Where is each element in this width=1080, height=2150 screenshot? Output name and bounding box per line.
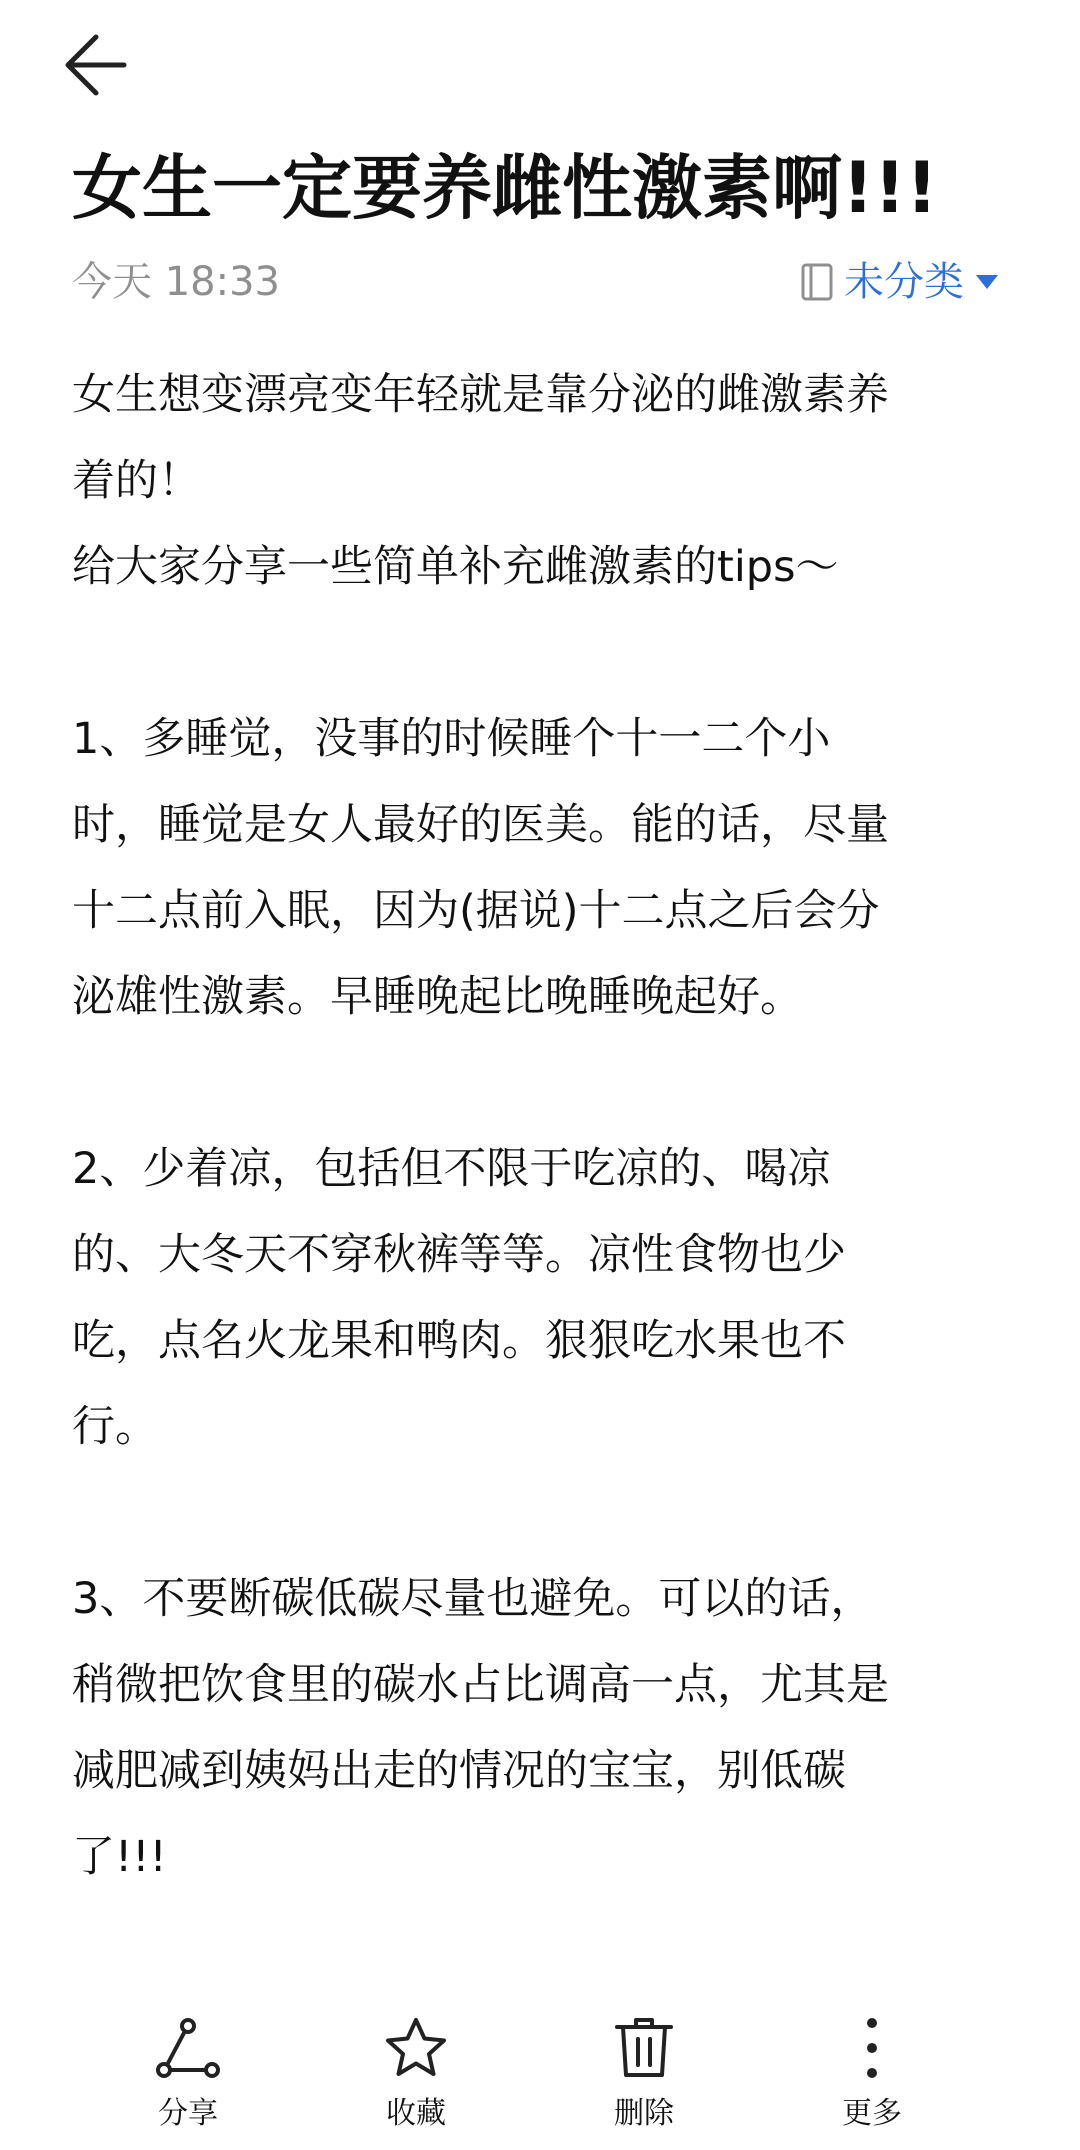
body-line: 了!!!: [72, 1832, 167, 1882]
body-line: 减肥减到姨妈出走的情况的宝宝，别低碳: [72, 1746, 846, 1796]
trash-icon: [613, 2015, 675, 2081]
notebook-icon: [800, 262, 834, 302]
more-label: 更多: [842, 2096, 902, 2131]
body-line: 给大家分享一些简单补充雌激素的tips～: [72, 542, 839, 592]
more-vertical-icon: [862, 2015, 882, 2081]
body-line: 泌雄性激素。早睡晚起比晚睡晚起好。: [72, 972, 803, 1022]
blank-line: [72, 1470, 1012, 1556]
body-line: 吃，点名火龙果和鸭肉。狠狠吃水果也不: [72, 1316, 846, 1366]
bottom-toolbar: [0, 1990, 1080, 2150]
delete-button[interactable]: [564, 1990, 724, 2140]
body-line: 稍微把饮食里的碳水占比调高一点，尤其是: [72, 1660, 889, 1710]
share-icon: [156, 2016, 220, 2080]
favorite-button[interactable]: [336, 1990, 496, 2140]
body-line: 的、大冬天不穿秋裤等等。凉性食物也少: [72, 1230, 846, 1280]
note-body[interactable]: [72, 352, 1012, 1900]
body-line: 2、少着凉，包括但不限于吃凉的、喝凉: [72, 1144, 831, 1194]
body-line: 时，睡觉是女人最好的医美。能的话，尽量: [72, 800, 889, 850]
note-title[interactable]: 女生一定要养雌性激素啊!!!: [72, 147, 938, 229]
blank-line: [72, 610, 1012, 696]
body-line: 行。: [72, 1402, 158, 1452]
back-button[interactable]: [60, 10, 170, 120]
share-label: 分享: [158, 2096, 218, 2131]
body-line: 1、多睡觉，没事的时候睡个十一二个小: [72, 714, 831, 764]
body-line: 3、不要断碳低碳尽量也避免。可以的话，: [72, 1574, 874, 1624]
body-line: 女生想变漂亮变年轻就是靠分泌的雌激素养: [72, 370, 889, 420]
star-icon: [383, 2015, 449, 2081]
arrow-left-icon: [60, 30, 130, 100]
delete-label: 删除: [614, 2096, 674, 2131]
category-label: 未分类: [844, 259, 964, 305]
favorite-label: 收藏: [386, 2096, 446, 2131]
caret-down-icon: [974, 272, 1000, 292]
body-line: 十二点前入眠，因为(据说)十二点之后会分: [72, 886, 880, 936]
share-button[interactable]: [108, 1990, 268, 2140]
note-timestamp: 今天 18:33: [72, 259, 280, 305]
body-line: 着的！: [72, 456, 201, 506]
category-selector[interactable]: [800, 252, 1000, 312]
more-button[interactable]: [792, 1990, 952, 2140]
blank-line: [72, 1040, 1012, 1126]
